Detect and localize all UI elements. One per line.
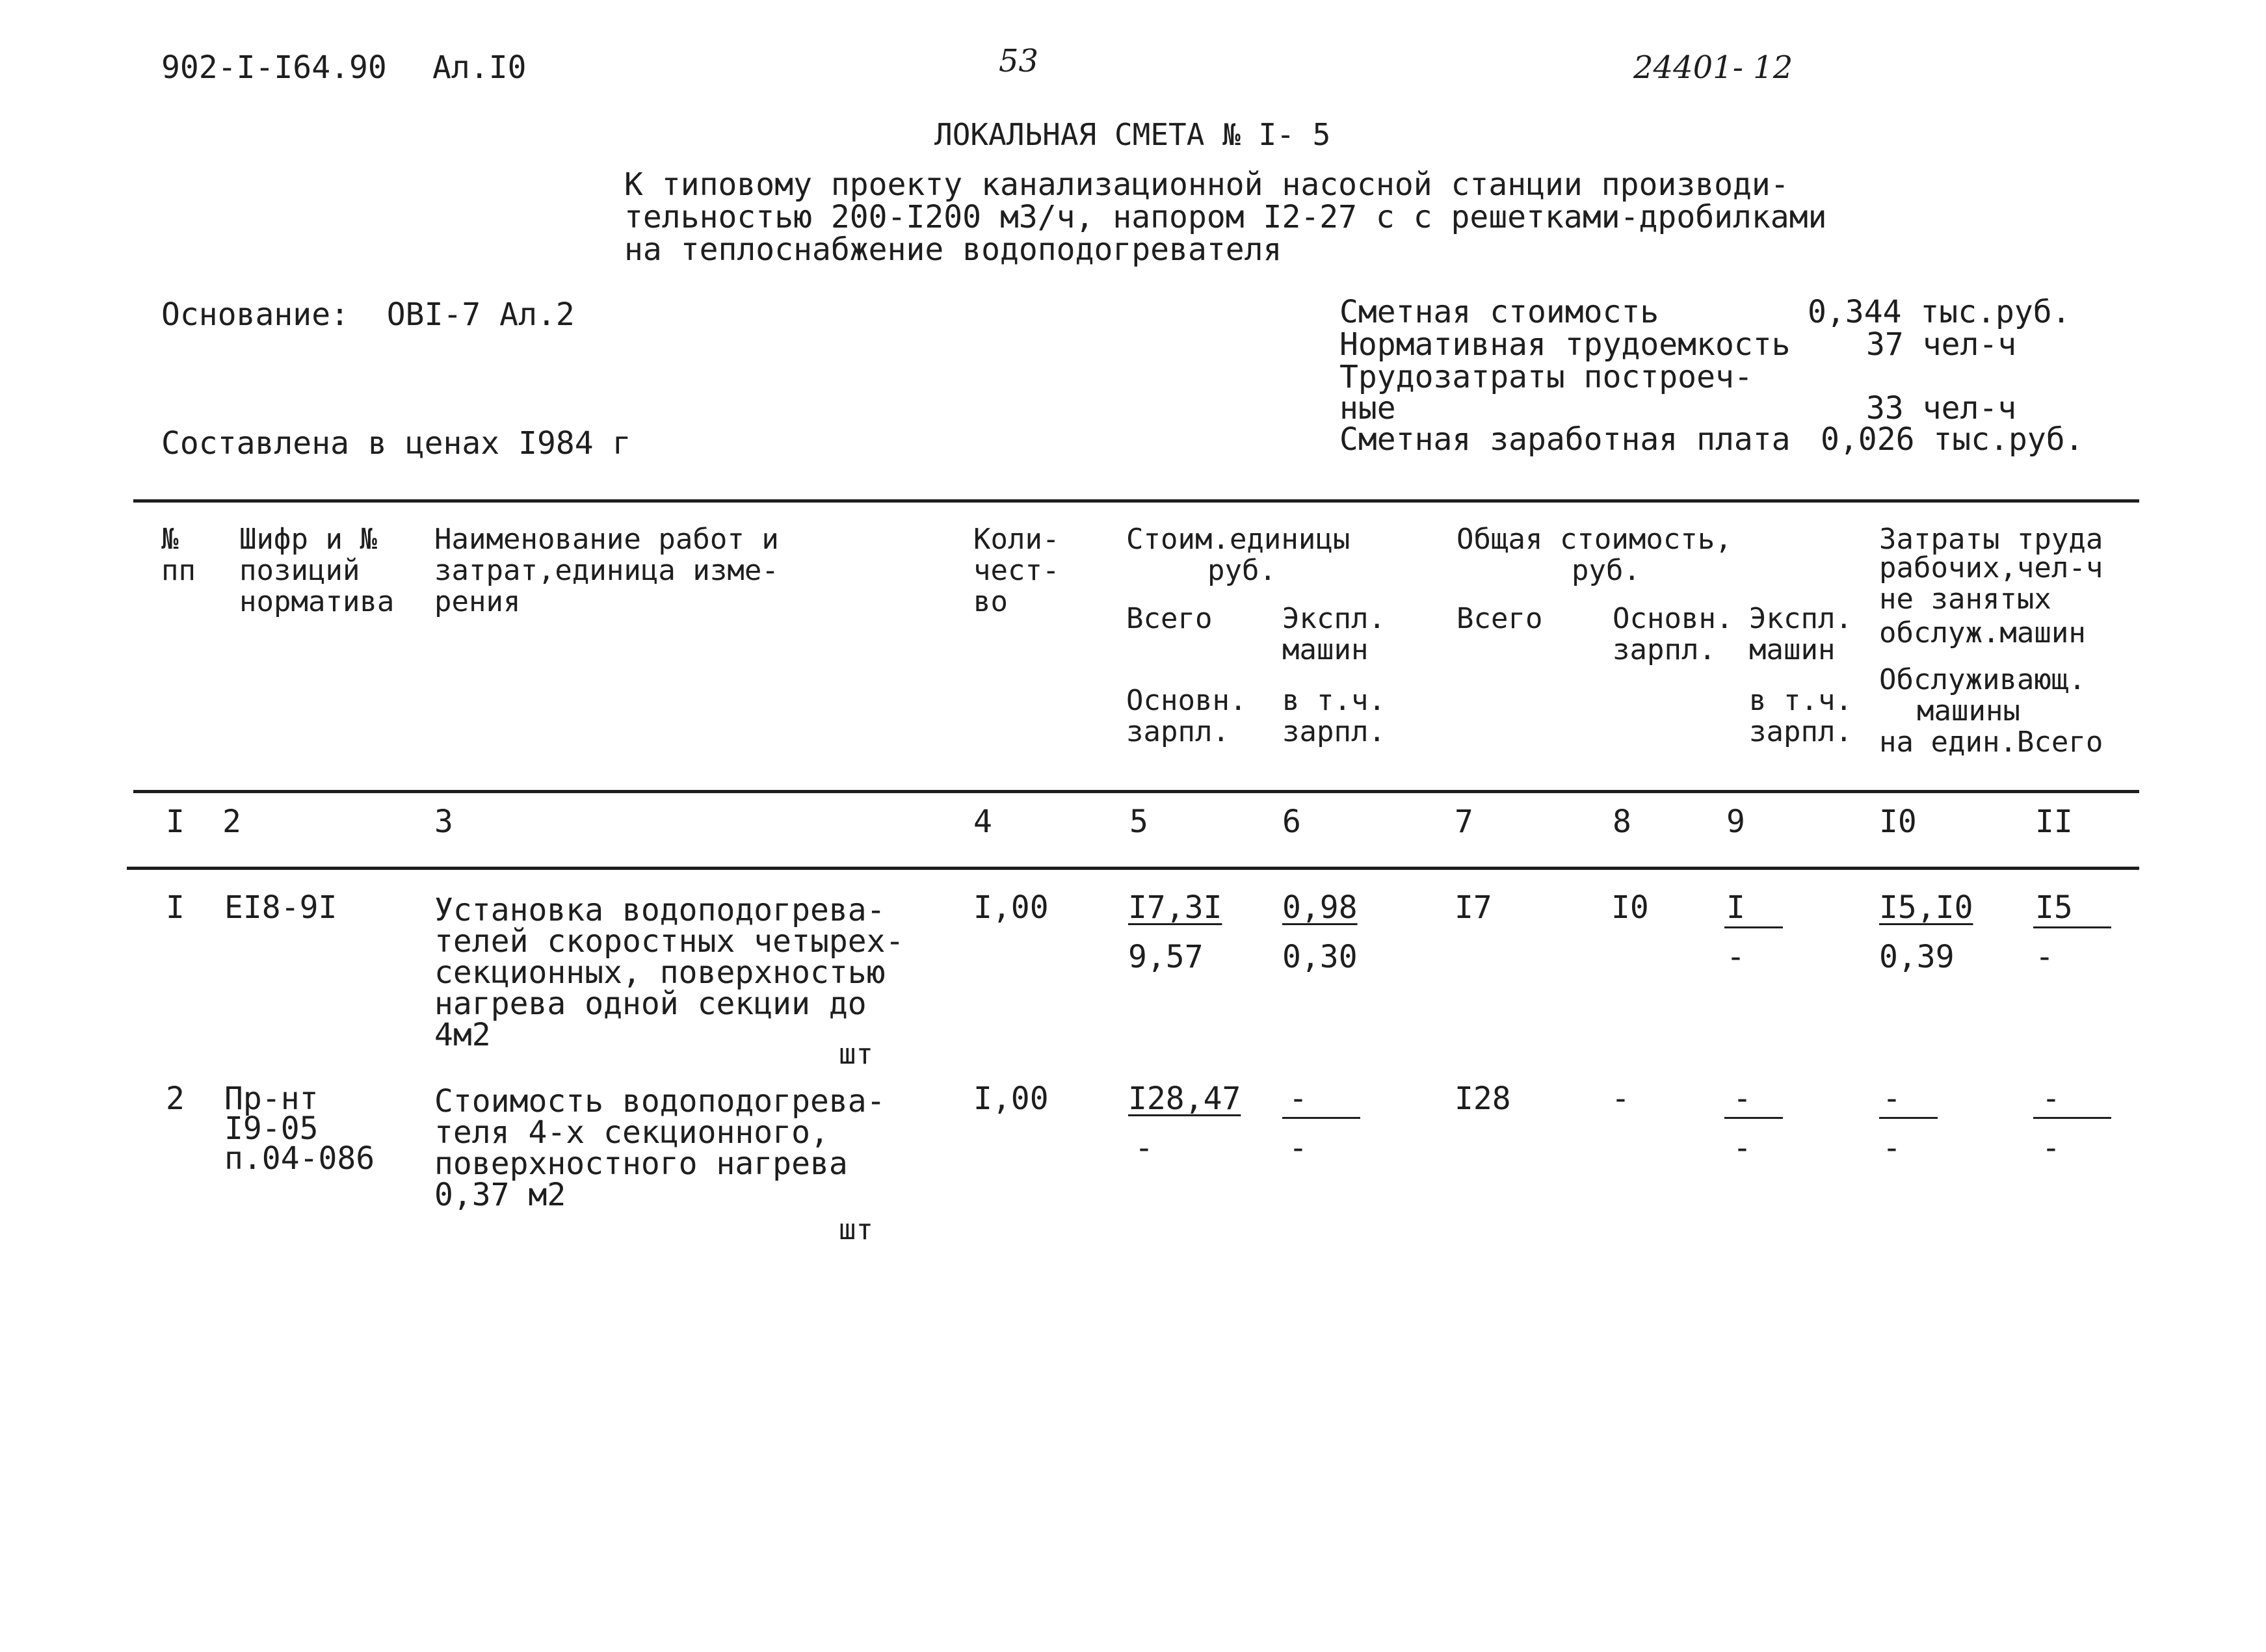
row-name-line: телей скоростных четырех- — [434, 923, 904, 960]
summary-labor-build-value: 33 чел-ч — [1866, 390, 2017, 426]
row-number: 2 — [166, 1081, 185, 1117]
summary-labor-norm-value: 37 чел-ч — [1866, 326, 2017, 363]
row-number: I — [166, 889, 185, 926]
row-total-machines: I — [1726, 889, 1745, 926]
row-name-line: Установка водоподогрева- — [434, 892, 886, 928]
col-name-header: Наименование работ и — [434, 523, 779, 556]
row-unit-wage: 9,57 — [1128, 939, 1204, 975]
row-unit-wage: - — [1135, 1130, 1153, 1166]
row-unit-machines: 0,98 — [1282, 889, 1358, 926]
row-total-machines-wage: - — [1726, 939, 1745, 975]
labor-service-header: на един.Всего — [1879, 726, 2103, 759]
col-name-header: затрат,единица изме- — [434, 554, 779, 587]
total-cost-group-header: Общая стоимость, — [1456, 523, 1732, 556]
total-machines-header: машин — [1749, 633, 1836, 666]
row-labor-service-total: - — [2042, 1130, 2061, 1166]
column-number: 8 — [1613, 804, 1631, 840]
page-number: 53 — [999, 43, 1039, 79]
total-wage-header: зарпл. — [1613, 633, 1716, 666]
unit-cost-group-header: Стоим.единицы — [1126, 523, 1350, 556]
labor-group-header: рабочих,чел-ч — [1879, 551, 2103, 584]
row-qty: I,00 — [973, 1081, 1049, 1117]
row-code: I9-05 — [224, 1110, 319, 1147]
row-labor-unit: - — [1882, 1081, 1901, 1117]
unit-wage-header: зарпл. — [1126, 715, 1230, 748]
summary-wage-label: Сметная заработная плата — [1339, 421, 1791, 458]
column-number: I — [166, 804, 185, 840]
total-machines-header: Экспл. — [1749, 602, 1852, 635]
underline-rule — [1879, 1117, 1938, 1119]
estimate-title: ЛОКАЛЬНАЯ СМЕТА № I- 5 — [934, 117, 1331, 152]
row-unit: шт — [839, 1213, 873, 1246]
col-code-header: позиций — [239, 554, 360, 587]
row-total: I28 — [1455, 1081, 1511, 1117]
row-qty: I,00 — [973, 889, 1049, 926]
unit-machines-header: машин — [1282, 633, 1369, 666]
col-no-header: № — [161, 523, 179, 556]
col-qty-header: во — [973, 585, 1008, 618]
column-number: 9 — [1726, 804, 1745, 840]
summary-labor-build-label-cont: ные — [1339, 390, 1396, 426]
subtitle-line: К типовому проекту канализационной насосной станции производи- — [624, 166, 1789, 203]
col-name-header: рения — [434, 585, 521, 618]
column-numbers-rule — [127, 867, 2139, 870]
underline-rule — [1724, 926, 1783, 928]
row-name-line: 0,37 м2 — [434, 1177, 566, 1213]
total-cost-group-header: руб. — [1572, 554, 1640, 587]
summary-cost-value: 0,344 тыс.руб. — [1808, 294, 2071, 330]
column-number: 6 — [1282, 804, 1301, 840]
album-number: Ал.I0 — [432, 49, 527, 86]
row-total: I7 — [1455, 889, 1492, 926]
unit-incl-wage-header: в т.ч. — [1282, 684, 1386, 717]
row-unit: шт — [839, 1038, 873, 1071]
col-no-header-cont: пп — [161, 554, 196, 587]
row-total-wage: - — [1611, 1081, 1630, 1117]
header-bottom-rule — [133, 790, 2139, 793]
underline-rule — [2033, 926, 2111, 928]
row-total-machines-wage: - — [1733, 1130, 1752, 1166]
doc-code: 902-I-I64.90 — [161, 49, 387, 86]
total-total-header: Всего — [1456, 602, 1543, 635]
column-number: 5 — [1129, 804, 1148, 840]
row-name-line: нагрева одной секции до — [434, 986, 867, 1022]
row-name-line: Стоимость водоподогрева- — [434, 1083, 886, 1120]
row-labor-service-unit: 0,39 — [1879, 939, 1955, 975]
subtitle-line: на теплоснабжение водоподогревателя — [624, 231, 1282, 268]
inventory-number: 24401- 12 — [1633, 49, 1793, 86]
table-top-rule — [133, 499, 2139, 503]
col-qty-header: Коли- — [973, 523, 1060, 556]
prices-note: Составлена в ценах I984 г — [161, 425, 631, 462]
row-labor-unit: I5,I0 — [1879, 889, 1973, 926]
labor-group-header: Затраты труда — [1879, 523, 2103, 556]
row-unit-machines: - — [1289, 1081, 1308, 1117]
column-number: II — [2035, 804, 2073, 840]
row-name-line: поверхностного нагрева — [434, 1146, 848, 1182]
basis: Основание: OBI-7 Ал.2 — [161, 296, 575, 333]
column-number: 7 — [1455, 804, 1473, 840]
column-number: I0 — [1879, 804, 1917, 840]
row-unit-machines-wage: - — [1289, 1130, 1308, 1166]
underline-rule — [1282, 1117, 1360, 1119]
row-name-line: теля 4-х секционного, — [434, 1114, 829, 1151]
total-incl-wage-header: зарпл. — [1749, 715, 1852, 748]
unit-incl-wage-header: зарпл. — [1282, 715, 1386, 748]
column-number: 3 — [434, 804, 453, 840]
row-total-wage: I0 — [1611, 889, 1649, 926]
col-code-header: Шифр и № — [239, 523, 377, 556]
summary-labor-build-label: Трудозатраты построеч- — [1339, 359, 1753, 395]
unit-wage-header: Основн. — [1126, 684, 1247, 717]
underline-rule — [2033, 1117, 2111, 1119]
row-unit-machines-wage: 0,30 — [1282, 939, 1358, 975]
total-incl-wage-header: в т.ч. — [1749, 684, 1852, 717]
unit-machines-header: Экспл. — [1282, 602, 1386, 635]
underline-rule — [1724, 1117, 1783, 1119]
column-number: 2 — [222, 804, 241, 840]
col-code-header: норматива — [239, 585, 395, 618]
column-number: 4 — [973, 804, 992, 840]
total-wage-header: Основн. — [1613, 602, 1733, 635]
summary-cost-label: Сметная стоимость — [1339, 294, 1659, 330]
labor-group-header: не занятых — [1879, 583, 2051, 616]
row-labor-total: - — [2042, 1081, 2061, 1117]
row-unit-total: I28,47 — [1128, 1081, 1241, 1117]
row-total-machines: - — [1733, 1081, 1752, 1117]
labor-service-header: Обслуживающ. — [1879, 663, 2086, 696]
summary-labor-norm-label: Нормативная трудоемкость — [1339, 326, 1791, 363]
unit-cost-group-header: руб. — [1207, 554, 1276, 587]
summary-wage-value: 0,026 тыс.руб. — [1821, 421, 2084, 458]
row-labor-service-total: - — [2035, 939, 2054, 975]
row-code: Пр-нт — [224, 1081, 319, 1117]
row-name-line: 4м2 — [434, 1017, 491, 1053]
labor-service-header: машины — [1917, 694, 2020, 728]
labor-group-header: обслуж.машин — [1879, 616, 2086, 649]
subtitle-line: тельностью 200-I200 м3/ч, напором I2-27 с с решетками-дробилками — [624, 199, 1827, 235]
unit-total-header: Всего — [1126, 602, 1213, 635]
row-name-line: секционных, поверхностью — [434, 954, 886, 991]
col-qty-header: чест- — [973, 554, 1060, 587]
row-labor-service-unit: - — [1882, 1130, 1901, 1166]
row-labor-total: I5 — [2035, 889, 2073, 926]
row-unit-total: I7,3I — [1128, 889, 1222, 926]
row-code: п.04-086 — [224, 1140, 375, 1177]
row-code: EI8-9I — [224, 889, 337, 926]
